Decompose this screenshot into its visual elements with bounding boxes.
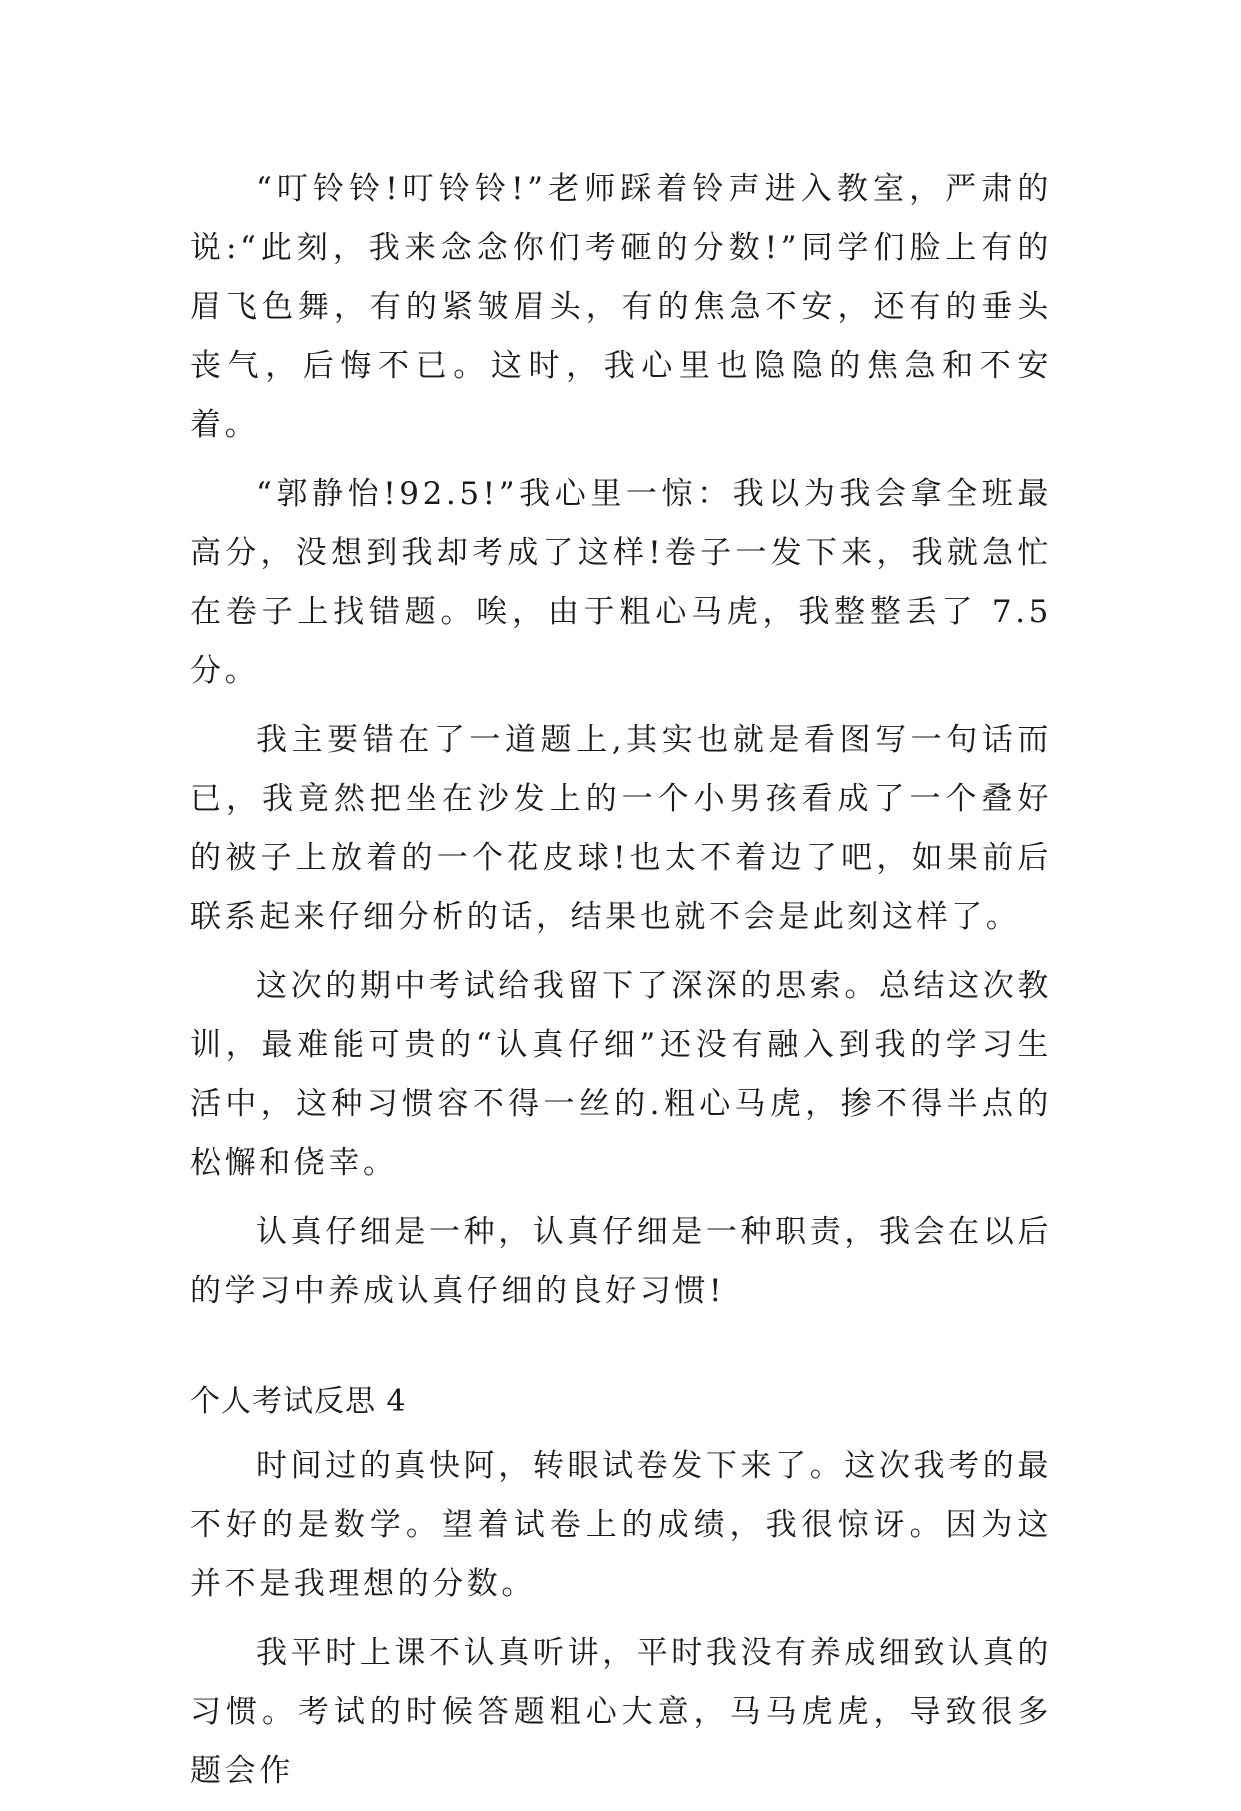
document-body <box>190 160 1052 1811</box>
paragraph-3: 我主要错在了一道题上,其实也就是看图写一句话而已，我竟然把坐在沙发上的一个小男孩看成了一个叠好的被子上放着的一个花皮球!也太不着边了吧，如果前后联系起来仔细分析的话，结果也就不会是此刻这样了。 <box>190 722 1052 935</box>
paragraph-7: 我平时上课不认真听讲，平时我没有养成细致认真的习惯。考试的时候答题粗心大意，马马虎虎，导致很多题会作 <box>190 1635 1052 1789</box>
paragraph-5: 认真仔细是一种，认真仔细是一种职责，我会在以后的学习中养成认真仔细的良好习惯! <box>190 1214 1052 1309</box>
section-title: 个人考试反思 4 <box>190 1384 407 1419</box>
paragraph-2: “郭静怡!92.5!”我心里一惊：我以为我会拿全班最高分，没想到我却考成了这样!卷子一发下来，我就急忙在卷子上找错题。唉，由于粗心马虎，我整整丢了 7.5 分。 <box>190 476 1052 689</box>
paragraph-1: “叮铃铃!叮铃铃!”老师踩着铃声进入教室，严肃的说:“此刻，我来念念你们考砸的分数!”同学们脸上有的眉飞色舞，有的紧皱眉头，有的焦急不安，还有的垂头丧气，后悔不已。这时，我心里也隐隐的焦急和不安着。 <box>190 171 1052 443</box>
paragraph-4: 这次的期中考试给我留下了深深的思索。总结这次教训，最难能可贵的“认真仔细”还没有融入到我的学习生活中，这种习惯容不得一丝的.粗心马虎，掺不得半点的松懈和侥幸。 <box>190 968 1052 1181</box>
paragraph-6: 时间过的真快阿，转眼试卷发下来了。这次我考的最不好的是数学。望着试卷上的成绩，我很惊讶。因为这并不是我理想的分数。 <box>190 1448 1052 1602</box>
